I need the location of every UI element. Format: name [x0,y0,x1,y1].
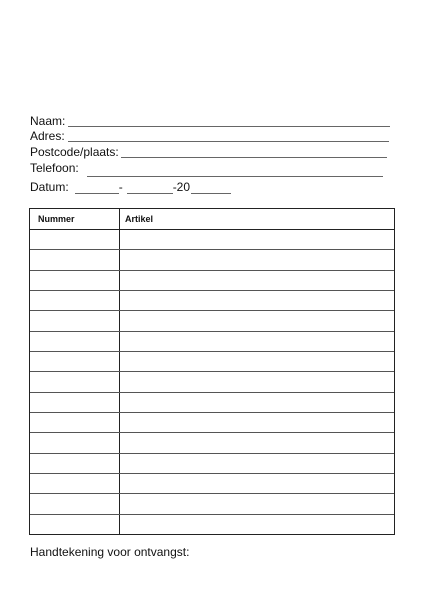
date-month-line[interactable] [127,193,173,194]
signature-label: Handtekening voor ontvangst: [30,545,190,559]
date-year-line[interactable] [191,193,231,194]
column-header-number: Nummer [38,214,75,224]
table-row-divider [30,331,394,332]
table-row-divider [30,412,394,413]
date-separator-2: -20 [172,180,191,194]
phone-label: Telefoon: [30,161,79,175]
table-row-divider [30,290,394,291]
table-row-divider [30,392,394,393]
table-row-divider [30,249,394,250]
table-row-divider [30,432,394,433]
table-row-divider [30,493,394,494]
table-row-divider [30,371,394,372]
postcode-label: Postcode/plaats: [30,145,119,159]
table-row-divider [30,473,394,474]
date-day-line[interactable] [75,193,119,194]
table-row-divider [30,453,394,454]
postcode-line[interactable] [121,157,387,158]
date-field-row [30,178,231,194]
name-field-row [30,112,390,128]
items-table [29,208,395,535]
column-header-article: Artikel [125,214,154,224]
postcode-field-row [30,143,387,159]
phone-field-row [30,159,383,175]
address-field-row [30,127,389,143]
address-label: Adres: [30,129,65,143]
name-label: Naam: [30,114,66,128]
table-row-divider [30,270,394,271]
table-row-divider [30,514,394,515]
phone-line[interactable] [87,176,383,177]
table-row-divider [30,310,394,311]
table-header [30,209,394,230]
address-line[interactable] [68,141,389,142]
date-label: Datum: [30,180,69,194]
table-row-divider [30,351,394,352]
date-separator-1: - [118,180,123,194]
